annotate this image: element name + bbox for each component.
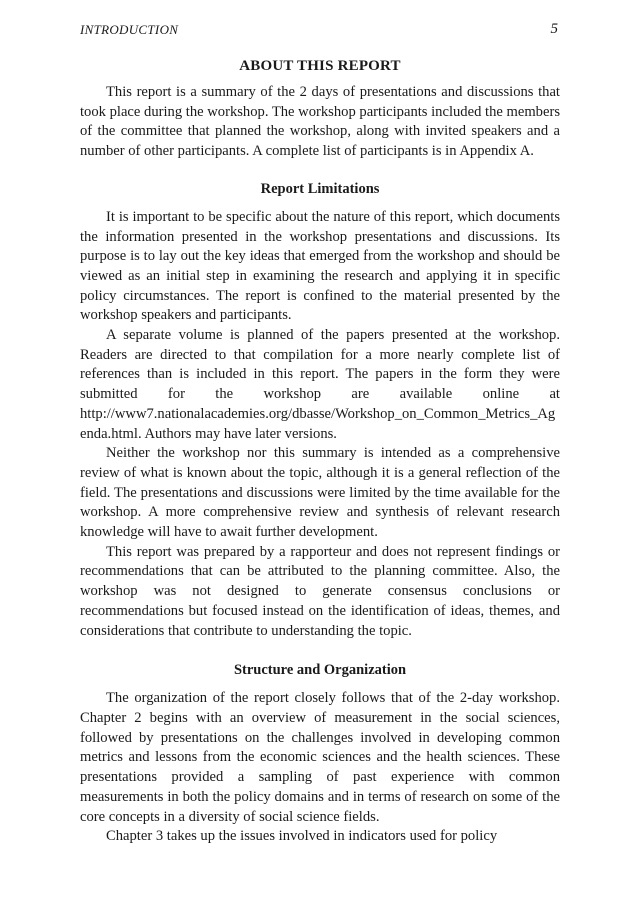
running-header (80, 22, 560, 42)
running-title: INTRODUCTION (80, 22, 179, 37)
paragraph: This report is a summary of the 2 days of presentations and discussions that took place during the workshop. The workshop participants included the members of the committee that planned the workshop, along with invited speakers and a number of other participants. A complete list of participants is in Appendix A. (80, 84, 560, 160)
section-heading-about: ABOUT THIS REPORT (239, 58, 401, 74)
document-page (80, 0, 560, 900)
paragraph: The organization of the report closely follows that of the 2-day workshop. Chapter 2 begins with an overview of measurement in the social sciences, followed by presentations on the challenges involved in developing common metrics and lessons from the economic sciences and the health sciences. These presentations provided a sampling of past experience with common measurements in both the policy domains and in terms of research on some of the core concepts in a diversity of social science fields. (80, 690, 560, 825)
paragraph: Neither the workshop nor this summary is intended as a comprehensive review of what is known about the topic, although it is a general reflection of the field. The presentations and discussions were limited by the time available for the workshop. A more comprehensive review and synthesis of relevant research knowledge will have to await further development. (80, 445, 560, 541)
subsection-heading-limitations: Report Limitations (260, 180, 380, 197)
paragraph: It is important to be specific about the nature of this report, which documents the information presented in the workshop presentations and discussions. Its purpose is to lay out the key ideas that emerged from the workshop and should be viewed as an initial step in examining the research and applying it in specific policy circumstances. The report is confined to the material presented by the workshop speakers and participants. (80, 208, 560, 324)
page-number: 5 (550, 21, 558, 37)
paragraph: Chapter 3 takes up the issues involved in indicators used for policy (106, 828, 498, 845)
page-body (80, 58, 560, 847)
subsection-heading-structure: Structure and Organization (233, 662, 407, 679)
paragraph: A separate volume is planned of the papers presented at the workshop. Readers are directed to that compilation for a more nearly complete list of references than is included in this report. The papers in the form they were submitted for the workshop are available online at http://www7.nationalacademies.org/dbasse/Workshop_on_Common_Metrics_Agenda.html. Authors may have later versions. (80, 327, 560, 442)
paragraph: This report was prepared by a rapporteur and does not represent findings or recommendations that can be attributed to the planning committee. Also, the workshop was not designed to generate consensus conclusions or recommendations but focused instead on the identification of ideas, themes, and considerations that contribute to understanding the topic. (80, 543, 560, 639)
